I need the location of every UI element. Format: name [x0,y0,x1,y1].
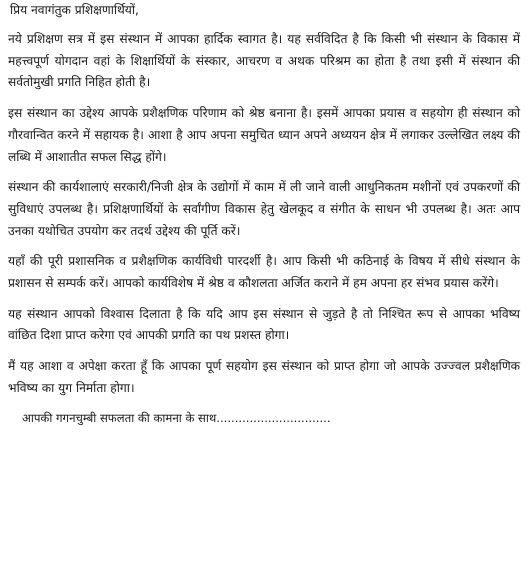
welcome-letter [8,0,520,428]
paragraph-objective: इस संस्थान का उद्देश्य आपके प्रशैक्षणिक परिणाम को श्रेष्ठ बनाना है। इसमें आपका प्रयास व सहयोग ही संस्थान को गौरवान्वित करने में सहायक है। आशा है आप अपना समुचित ध्यान अपने अध्ययन क्षेत्र में लगाकर उल्लेखित लक्ष्य की लब्धि में आशातीत सफल सिद्ध होंगे। [8,106,520,164]
closing-line: आपकी गगनचुम्बी सफलता की कामना के साथ............................... [22,410,331,425]
paragraph-assurance: यह संस्थान आपको विश्वास दिलाता है कि यदि आप इस संस्थान से जुड़ते है तो निश्चित रूप से आपका भविष्य वांछित दिशा प्राप्त करेगा एवं आपकी प्रगति का पथ प्रशस्त होगा। [8,306,520,343]
paragraph-expectation: मैं यह आशा व अपेक्षा करता हूँ कि आपका पूर्ण सहयोग इस संस्थान को प्राप्त होगा जो आपके उज्ज्वल प्रशैक्षणिक भविष्य का युग निर्माता होगा। [8,359,520,395]
paragraph-workshops: संस्थान की कार्यशालाएं सरकारी/निजी क्षेत्र के उद्योगों में काम में ली जाने वाली आधुनिकतम मशीनों एवं उपकरणों की सुविधाएं उपलब्ध है। प्रशिक्षणार्थियों के सर्वांगीण विकास हेतु खेलकूद व संगीत के साधन भी उपलब्ध है। अतः आप उनका यथोचित उपयोग कर तदर्थ उद्देश्य की पूर्ति करें। [8,180,520,238]
salutation: प्रिय नवागंतुक प्रशिक्षणार्थियों, [10,3,139,17]
paragraph-welcome: नये प्रशिक्षण सत्र में इस संस्थान में आपका हार्दिक स्वागत है। यह सर्वविदित है कि किसी भी संस्थान के विकास में महत्त्वपूर्ण योगदान वहां के शिक्षार्थियों के संस्कार, आचरण व अथक परिश्रम का होता है तथा इसी में संस्थान की सर्वतोमुखी प्रगति निहित होती है। [8,32,520,90]
paragraph-administration: यहाँ की पूरी प्रशासनिक व प्रशैक्षणिक कार्यविधी पारदर्शी है। आप किसी भी कठिनाई के विषय में सीधे संस्थान के प्रशासन से सम्पर्क करें। आपको कार्यविशेष में श्रेष्ठ व कौशलता अर्जित कराने में हम अपना हर संभव प्रयास करेंगे। [8,254,520,291]
